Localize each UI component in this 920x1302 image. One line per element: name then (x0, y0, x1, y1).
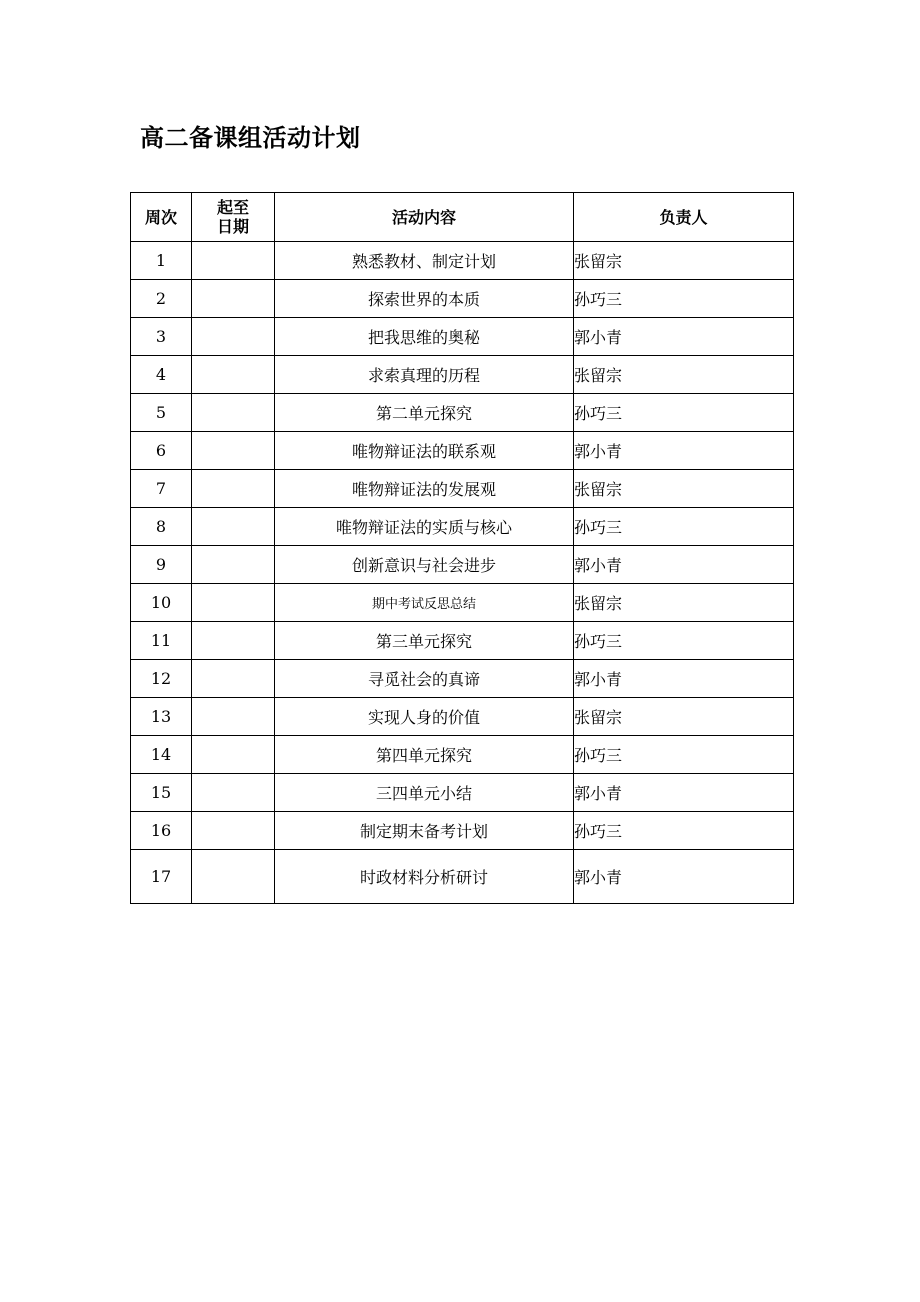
table-row (131, 850, 794, 904)
cell-content: 时政材料分析研讨 (275, 850, 574, 904)
table-header-row (131, 193, 794, 242)
cell-content: 唯物辩证法的联系观 (275, 432, 574, 470)
table-row (131, 698, 794, 736)
cell-content: 求索真理的历程 (275, 356, 574, 394)
cell-owner: 张留宗 (574, 470, 794, 508)
cell-week: 12 (131, 660, 192, 698)
cell-dates (192, 736, 275, 774)
cell-owner: 孙巧三 (574, 508, 794, 546)
cell-content: 把我思维的奥秘 (275, 318, 574, 356)
cell-dates (192, 584, 275, 622)
table-row (131, 318, 794, 356)
header-dates (192, 193, 275, 242)
table-row (131, 242, 794, 280)
cell-content: 熟悉教材、制定计划 (275, 242, 574, 280)
cell-dates (192, 394, 275, 432)
cell-dates (192, 622, 275, 660)
cell-week: 15 (131, 774, 192, 812)
header-week: 周次 (131, 193, 192, 242)
cell-owner: 郭小青 (574, 546, 794, 584)
activity-plan-table (130, 192, 794, 904)
cell-week: 5 (131, 394, 192, 432)
cell-week: 16 (131, 812, 192, 850)
header-dates-line1: 起至 (216, 198, 249, 217)
table-row (131, 394, 794, 432)
cell-owner: 郭小青 (574, 850, 794, 904)
cell-owner: 孙巧三 (574, 736, 794, 774)
table-row (131, 432, 794, 470)
cell-dates (192, 470, 275, 508)
cell-owner: 郭小青 (574, 318, 794, 356)
cell-owner: 孙巧三 (574, 280, 794, 318)
cell-content: 寻觅社会的真谛 (275, 660, 574, 698)
table-row (131, 774, 794, 812)
table-row (131, 812, 794, 850)
cell-owner: 孙巧三 (574, 394, 794, 432)
cell-dates (192, 774, 275, 812)
cell-week: 17 (131, 850, 192, 904)
table-row (131, 280, 794, 318)
cell-week: 6 (131, 432, 192, 470)
cell-dates (192, 318, 275, 356)
cell-week: 14 (131, 736, 192, 774)
cell-dates (192, 698, 275, 736)
table-row (131, 622, 794, 660)
cell-content: 第三单元探究 (275, 622, 574, 660)
cell-content: 期中考试反思总结 (275, 584, 574, 622)
cell-week: 4 (131, 356, 192, 394)
cell-content: 第二单元探究 (275, 394, 574, 432)
cell-week: 2 (131, 280, 192, 318)
header-content: 活动内容 (275, 193, 574, 242)
table-row (131, 660, 794, 698)
cell-week: 8 (131, 508, 192, 546)
cell-content: 创新意识与社会进步 (275, 546, 574, 584)
table-row (131, 546, 794, 584)
cell-owner: 郭小青 (574, 660, 794, 698)
cell-owner: 张留宗 (574, 242, 794, 280)
cell-owner: 孙巧三 (574, 812, 794, 850)
cell-content: 唯物辩证法的实质与核心 (275, 508, 574, 546)
cell-content: 唯物辩证法的发展观 (275, 470, 574, 508)
cell-dates (192, 660, 275, 698)
cell-owner: 张留宗 (574, 356, 794, 394)
cell-week: 9 (131, 546, 192, 584)
cell-dates (192, 508, 275, 546)
table-row (131, 736, 794, 774)
table-row (131, 584, 794, 622)
cell-week: 13 (131, 698, 192, 736)
cell-dates (192, 280, 275, 318)
cell-dates (192, 356, 275, 394)
cell-dates (192, 812, 275, 850)
header-dates-line2: 日期 (216, 217, 249, 236)
table-body (131, 242, 794, 904)
cell-week: 7 (131, 470, 192, 508)
page-title: 高二备课组活动计划 (140, 124, 361, 152)
cell-week: 1 (131, 242, 192, 280)
cell-dates (192, 432, 275, 470)
table-row (131, 356, 794, 394)
cell-content: 第四单元探究 (275, 736, 574, 774)
cell-content: 三四单元小结 (275, 774, 574, 812)
header-owner: 负责人 (574, 193, 794, 242)
cell-week: 11 (131, 622, 192, 660)
cell-dates (192, 850, 275, 904)
cell-owner: 孙巧三 (574, 622, 794, 660)
table-row (131, 508, 794, 546)
cell-dates (192, 546, 275, 584)
cell-owner: 张留宗 (574, 698, 794, 736)
cell-content: 制定期末备考计划 (275, 812, 574, 850)
cell-content: 实现人身的价值 (275, 698, 574, 736)
cell-week: 10 (131, 584, 192, 622)
cell-owner: 张留宗 (574, 584, 794, 622)
cell-owner: 郭小青 (574, 774, 794, 812)
cell-content: 探索世界的本质 (275, 280, 574, 318)
cell-owner: 郭小青 (574, 432, 794, 470)
cell-dates (192, 242, 275, 280)
table-row (131, 470, 794, 508)
cell-week: 3 (131, 318, 192, 356)
